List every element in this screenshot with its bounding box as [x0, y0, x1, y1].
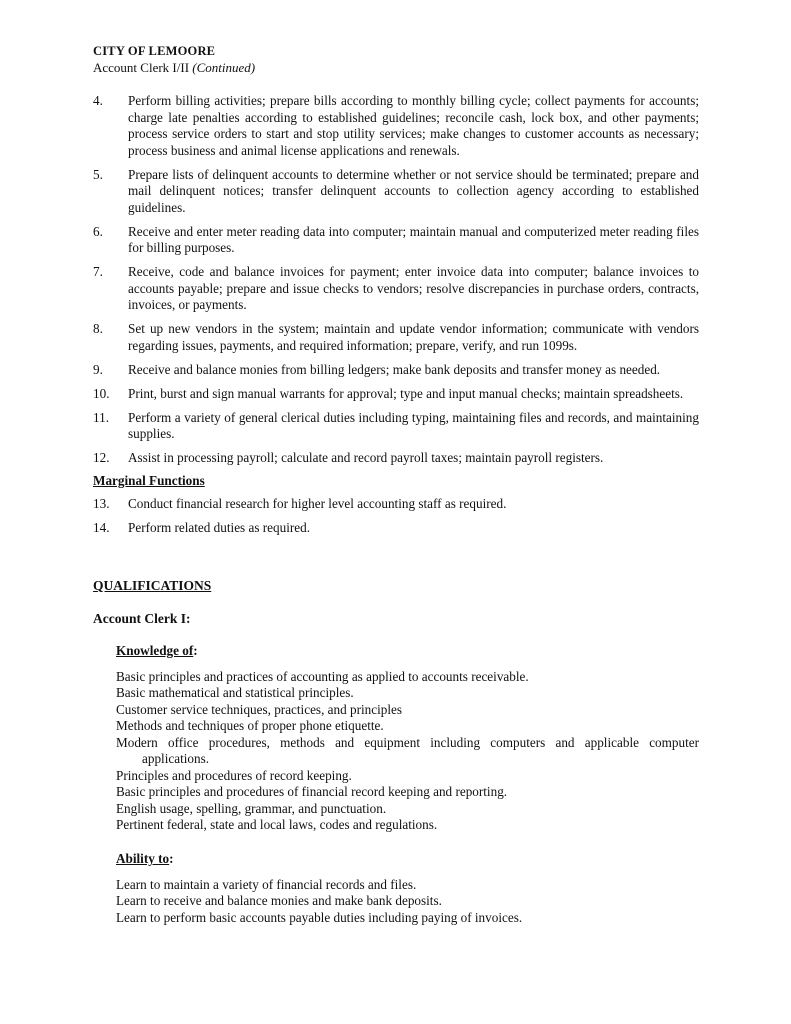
duty-text: Prepare lists of delinquent accounts to determine whether or not service should be terminated; prepare and mail delinquent notices; transfer delinquent accounts to collection agency according to established guidelines.: [128, 166, 699, 215]
duty-item-10: [93, 386, 699, 403]
duty-text: Set up new vendors in the system; maintain and update vendor information; communicate with vendors regarding issues, payments, and required information; prepare, verify, and run 1099s.: [128, 321, 699, 353]
marginal-functions-heading: Marginal Functions: [93, 473, 205, 488]
duty-item-12: [93, 450, 699, 467]
ability-line: Learn to maintain a variety of financial records and files.: [116, 876, 417, 892]
duty-number: 8.: [93, 321, 103, 336]
duty-number: 6.: [93, 223, 103, 239]
duty-number: 5.: [93, 166, 103, 182]
knowledge-line: Principles and procedures of record keeping.: [116, 767, 352, 783]
duty-item-13: [93, 496, 699, 513]
knowledge-colon: :: [193, 643, 198, 658]
page-subtitle: [93, 60, 255, 76]
duty-text: Assist in processing payroll; calculate and record payroll taxes; maintain payroll registers.: [128, 450, 604, 465]
duty-text: Receive, code and balance invoices for payment; enter invoice data into computer; balance invoices to accounts payable; prepare and issue checks to vendors; resolve discrepancies in purchase orders, contracts, invoices, or payments.: [128, 264, 699, 312]
duty-number: 9.: [93, 361, 103, 377]
duty-item-7: [93, 264, 699, 314]
ability-heading-row: [116, 851, 699, 868]
knowledge-line: Pertinent federal, state and local laws, codes and regulations.: [116, 817, 438, 832]
duty-number: 13.: [93, 495, 110, 511]
knowledge-line: Basic principles and procedures of financial record keeping and reporting.: [116, 784, 508, 799]
knowledge-line: English usage, spelling, grammar, and punctuation.: [116, 800, 387, 816]
duty-number: 7.: [93, 264, 103, 279]
qualifications-heading: QUALIFICATIONS: [93, 578, 212, 593]
ability-line: Learn to perform basic accounts payable duties including paying of invoices.: [116, 909, 523, 925]
ability-heading: Ability to: [116, 851, 170, 866]
duty-item-9: [93, 362, 699, 379]
duty-text: Perform billing activities; prepare bills according to monthly billing cycle; collect payments for accounts; charge late penalties according to established guidelines; reconcile cash, lock box, and other payments; process service orders to start and stop utility services; make changes to customer accounts as necessary; process business and animal license applications and renewals.: [128, 93, 699, 158]
level-heading: Account Clerk I:: [93, 611, 191, 626]
knowledge-heading-row: [116, 643, 699, 660]
job-title: Account Clerk I/II: [93, 60, 190, 75]
knowledge-line: Basic mathematical and statistical principles.: [116, 685, 354, 700]
ability-colon: :: [169, 851, 174, 866]
duty-number: 10.: [93, 385, 110, 401]
knowledge-heading: Knowledge of: [116, 643, 194, 658]
duty-number: 4.: [93, 93, 103, 108]
ability-section: [116, 851, 699, 926]
duty-text: Receive and balance monies from billing ledgers; make bank deposits and transfer money as needed.: [128, 361, 661, 377]
duty-number: 14.: [93, 519, 110, 535]
duty-item-4: [93, 93, 699, 159]
ability-line: Learn to receive and balance monies and make bank deposits.: [116, 893, 442, 908]
duty-item-14: [93, 520, 699, 537]
continued-label: (Continued): [192, 60, 256, 75]
duty-text: Conduct financial research for higher level accounting staff as required.: [128, 495, 507, 511]
duty-number: 12.: [93, 450, 110, 465]
knowledge-line: Basic principles and practices of accounting as applied to accounts receivable.: [116, 668, 529, 684]
organization-name: CITY OF LEMOORE: [93, 44, 216, 58]
knowledge-line-continued: applications.: [142, 751, 210, 766]
duty-text: Perform related duties as required.: [128, 519, 310, 535]
duty-item-8: [93, 321, 699, 354]
duty-number: 11.: [93, 409, 109, 425]
knowledge-line: Methods and techniques of proper phone etiquette.: [116, 718, 384, 733]
knowledge-line: Modern office procedures, methods and equipment including computers and applicable computer: [116, 734, 699, 750]
knowledge-line: Customer service techniques, practices, and principles: [116, 701, 402, 717]
duty-text: Perform a variety of general clerical duties including typing, maintaining files and records, and maintaining supplies.: [128, 409, 699, 441]
knowledge-section: [116, 643, 699, 834]
duties-list: [93, 93, 699, 544]
duty-text: Receive and enter meter reading data into computer; maintain manual and computerized meter reading files for billing purposes.: [128, 223, 699, 255]
duty-item-5: [93, 167, 699, 217]
duty-item-6: [93, 224, 699, 257]
duty-item-11: [93, 410, 699, 443]
duty-text: Print, burst and sign manual warrants for approval; type and input manual checks; maintain spreadsheets.: [128, 385, 684, 401]
